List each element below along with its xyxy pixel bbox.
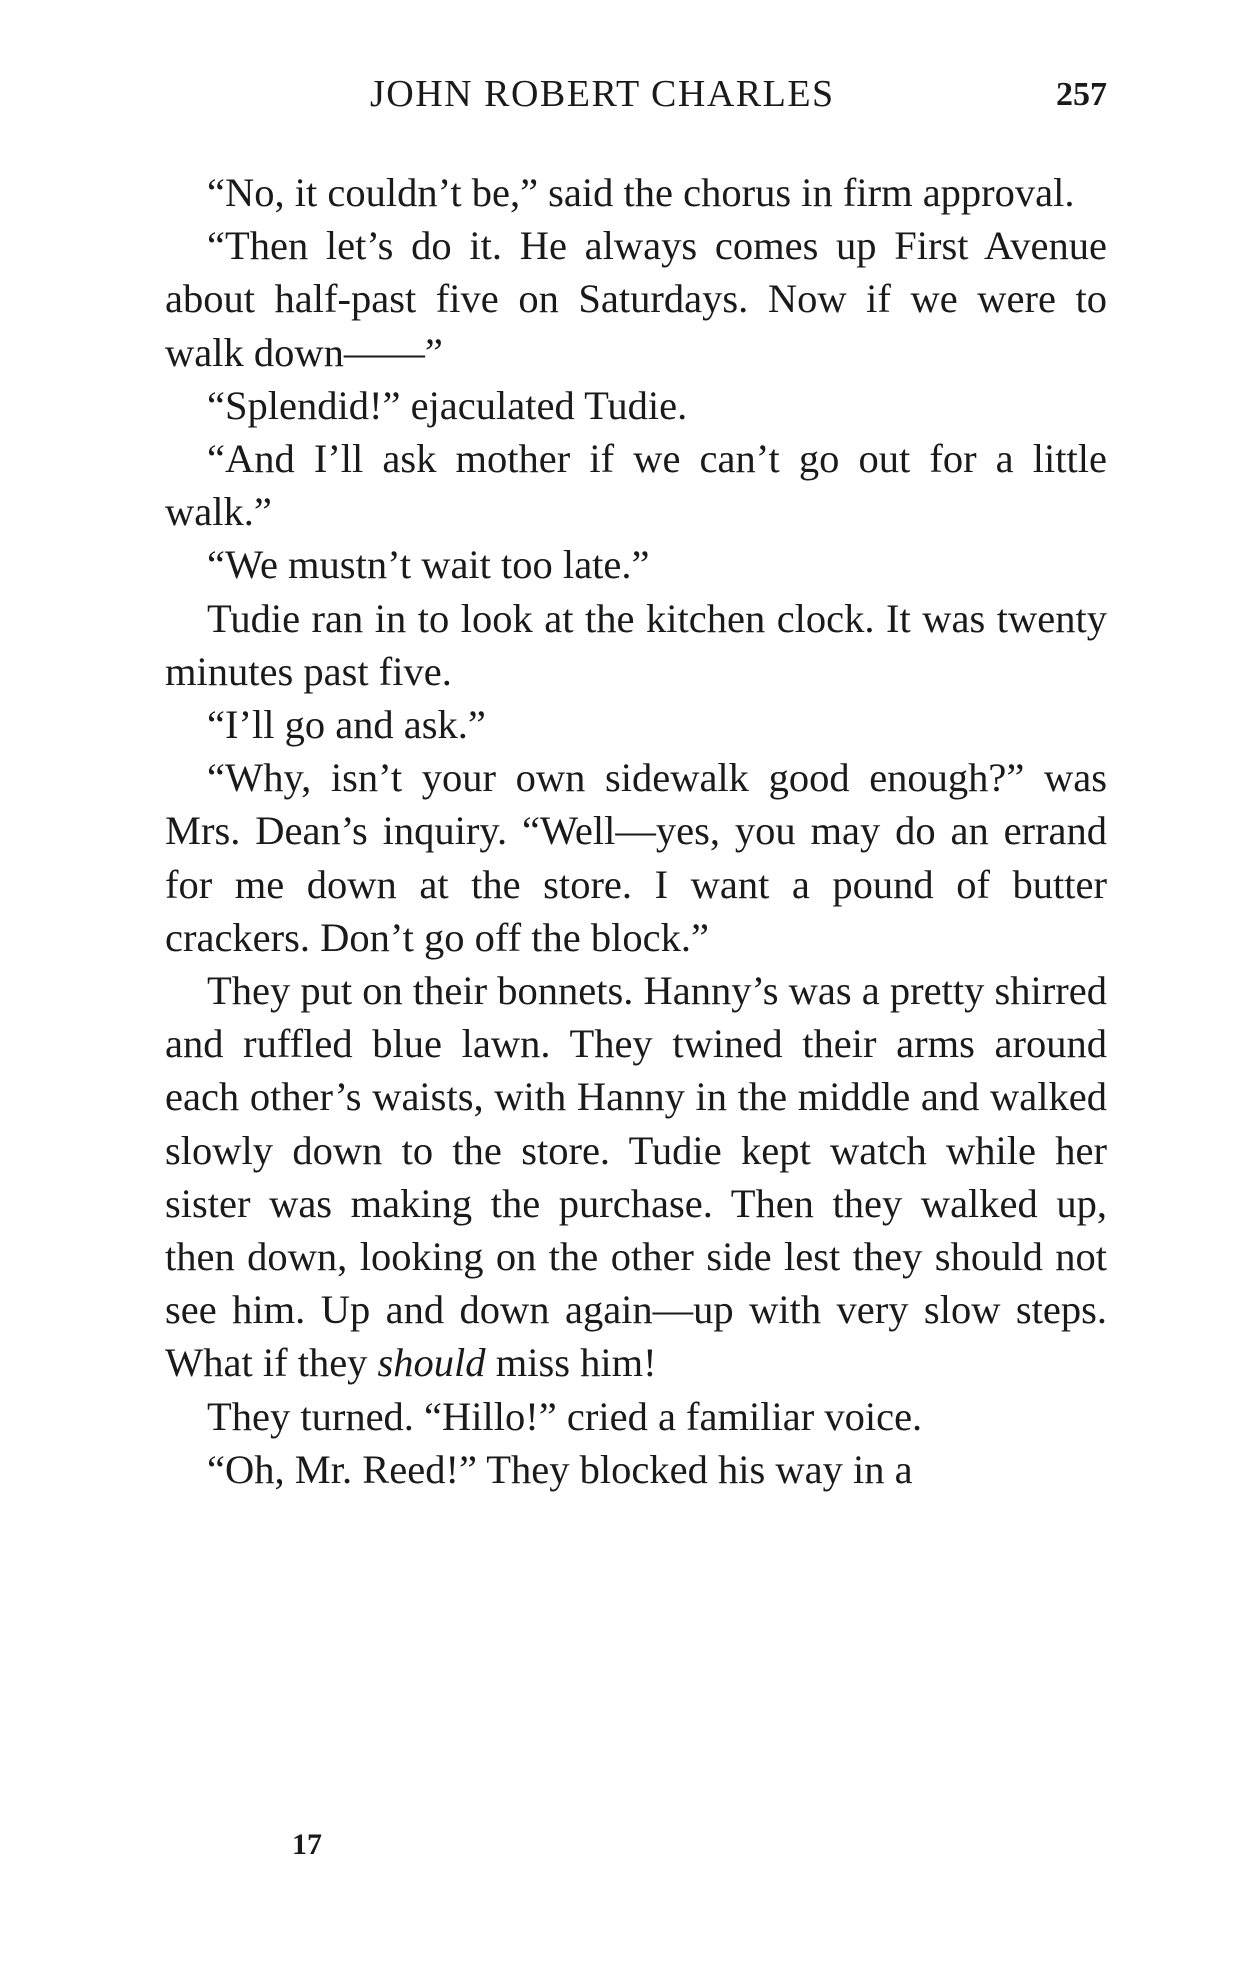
paragraph-text: They put on their bonnets. Hanny’s was a pretty shirred and ruffled blue lawn. They twined their arms around each other’s waists, with Hanny in the middle and walked slowly down to the store. Tudie kept watch while her sister was making the purchase. Then they walked up, then down, looking on the other side lest they should not see him. Up and down again—up with very slow steps. What if they (165, 968, 1107, 1386)
paragraph-text-end: miss him! (485, 1340, 657, 1386)
paragraph: “Oh, Mr. Reed!” They blocked his way in a (207, 1446, 913, 1492)
page-header (165, 72, 1107, 132)
paragraph: “Splendid!” ejaculated Tudie. (207, 382, 688, 428)
signature-mark: 17 (292, 1828, 322, 1861)
paragraph: “Then let’s do it. He always comes up First Avenue about half-past five on Saturdays. Now if we were to walk down——” (165, 223, 1107, 375)
running-head: JOHN ROBERT CHARLES (370, 73, 835, 115)
page-number: 257 (1056, 76, 1107, 113)
paragraph: “I’ll go and ask.” (207, 702, 486, 748)
paragraph: “No, it couldn’t be,” said the chorus in firm approval. (207, 170, 1075, 215)
paragraph (165, 964, 1107, 1390)
paragraph: Tudie ran in to look at the kitchen clock. It was twenty minutes past five. (165, 595, 1107, 694)
paragraph: “We mustn’t wait too late.” (207, 542, 650, 588)
emphasized-word: should (377, 1340, 486, 1386)
paragraph: “And I’ll ask mother if we can’t go out for a little walk.” (165, 436, 1107, 535)
paragraph: “Why, isn’t your own sidewalk good enough?” was Mrs. Dean’s inquiry. “Well—yes, you may do an errand for me down at the store. I want a pound of butter crackers. Don’t go off the block.” (165, 755, 1107, 960)
body-text (165, 166, 1107, 1496)
paragraph: They turned. “Hillo!” cried a familiar voice. (207, 1393, 923, 1439)
